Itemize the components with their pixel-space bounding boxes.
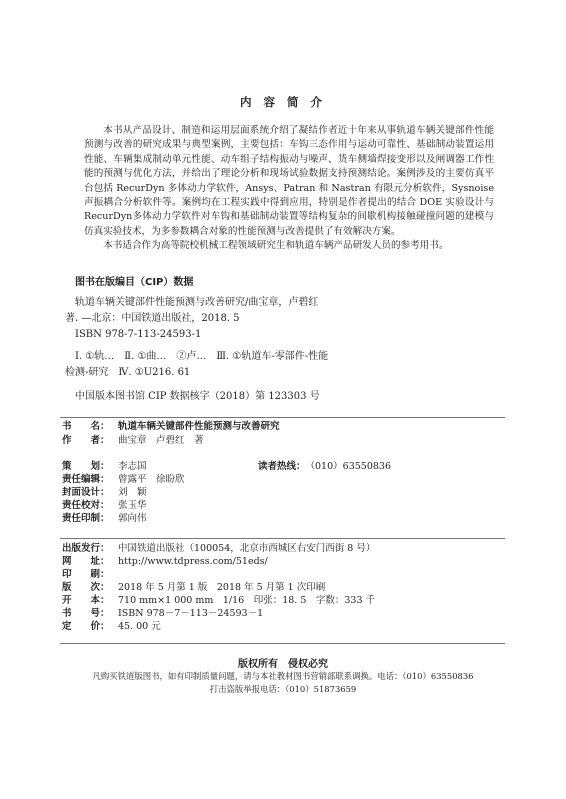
cip-line-3: ISBN 978-7-113-24593-1 [75, 329, 202, 340]
editor-label: 责任印制： [62, 513, 110, 524]
editor-value: 郭向伟 [118, 513, 147, 524]
editor-value: 刘 颖 [118, 487, 147, 498]
pub-value: 45. 00 元 [118, 621, 161, 632]
book-author-value: 曲宝章 卢碧红 著 [118, 435, 204, 446]
editor-row [62, 460, 185, 473]
cip-heading: 图书在版编目（CIP）数据 [75, 277, 194, 288]
publication-info [62, 542, 375, 633]
pub-value: ISBN 978－7－113－24593－1 [118, 608, 264, 619]
pub-label: 定 价： [62, 621, 110, 632]
hotline-value: （010）63550836 [305, 461, 392, 472]
pub-row [62, 542, 375, 555]
editor-row [62, 499, 185, 512]
divider [60, 538, 505, 539]
hotline-row [258, 460, 391, 473]
pub-row [62, 555, 375, 568]
pub-label: 出版发行： [62, 543, 110, 554]
divider [60, 643, 505, 644]
editor-row [62, 473, 185, 486]
pub-row [62, 581, 375, 594]
book-title-row [62, 420, 280, 433]
book-title-value: 轨道车辆关键部件性能预测与改善研究 [118, 421, 280, 432]
pub-row [62, 568, 375, 581]
pub-label: 版 次： [62, 582, 110, 593]
pub-label: 开 本： [62, 595, 110, 606]
cip-line-4: Ⅰ. ①轨… Ⅱ. ①曲… ②卢… Ⅲ. ①轨道车-零部件-性能 [75, 351, 329, 362]
pub-label: 网 址： [62, 556, 110, 567]
pub-row [62, 620, 375, 633]
divider [60, 417, 505, 418]
rights-line-2: 打击盗版举报电话：（010）51873659 [209, 684, 357, 694]
editor-row [62, 486, 185, 499]
summary-paragraph-1: 本书从产品设计、制造和运用层面系统介绍了凝结作者近十年来从事轨道车辆关键部件性能预测与改善的研究成果与典型案例，主要包括：车钩三态作用与运动可靠性、基础制动装置运用性能、车辆集成制动单元性能、动车组子结构振动与噪声、货车侧墙焊接变形以及闸调器工作性能的预测与优化方法，并给出了理论分析和现场试验数据支持预测结论。案例涉及的主要仿真平台包括 RecurDyn 多体动力学软件，Ansys、Patran 和 Nastran 有限元分析软件，Sysnoise 声振耦合分析软件等。案例均在工程实践中得到应用，特别是作者提出的结合 DOE 实验设计与 RecurDyn多体动力学软件对车钩和基础制动装置等结构复杂的间歇机构接触碰撞问题的建模与仿真实验技术，为多参数耦合对象的性能预测与改善提供了有效解决方案。 [84, 125, 494, 237]
pub-value: 710 mm×1 000 mm 1/16 印张：18. 5 字数：333 千 [118, 595, 376, 606]
editor-row [62, 512, 185, 525]
summary-paragraph-2: 本书适合作为高等院校机械工程领域研究生和轨道车辆产品研发人员的参考用书。 [103, 240, 449, 252]
editor-value: 曾露平 徐盼欣 [118, 474, 185, 485]
pub-label: 书 号： [62, 608, 110, 619]
summary-title: 内 容 简 介 [239, 95, 326, 109]
book-author-row [62, 434, 204, 447]
cip-record [65, 295, 495, 381]
cip-line-2: 著. —北京：中国铁道出版社，2018. 5 [65, 313, 240, 324]
pub-row [62, 607, 375, 620]
editor-label: 封面设计： [62, 487, 110, 498]
pub-value: http://www.tdpress.com/51eds/ [118, 556, 268, 567]
editors-list [62, 460, 185, 525]
summary-body [84, 124, 494, 254]
book-title-label: 书 名： [62, 421, 110, 432]
editor-label: 责任校对： [62, 500, 110, 511]
cip-line-1: 轨道车辆关键部件性能预测与改善研究/曲宝章，卢碧红 [75, 297, 319, 308]
cip-line-5: 检测-研究 Ⅳ. ①U216. 61 [65, 367, 191, 378]
rights-line-1: 凡购买铁道版图书，如有印制质量问题，请与本社教材图书营销部联系调换。电话：（010）63550836 [92, 671, 474, 681]
pub-label: 印 刷： [62, 569, 110, 580]
pub-value: 2018 年 5 月第 1 版 2018 年 5 月第 1 次印刷 [118, 582, 326, 593]
editor-label: 策 划： [62, 461, 110, 472]
book-author-label: 作 者： [62, 435, 110, 446]
pub-row [62, 594, 375, 607]
cip-library-note: 中国版本图书馆 CIP 数据核字（2018）第 123303 号 [75, 391, 320, 402]
pub-value: 中国铁道出版社（100054，北京市西城区右安门西街 8 号） [118, 543, 376, 554]
editor-value: 李志国 [118, 461, 147, 472]
editor-label: 责任编辑： [62, 474, 110, 485]
rights-title: 版权所有 侵权必究 [238, 659, 328, 670]
editor-value: 张玉华 [118, 500, 147, 511]
hotline-label: 读者热线： [258, 461, 306, 472]
